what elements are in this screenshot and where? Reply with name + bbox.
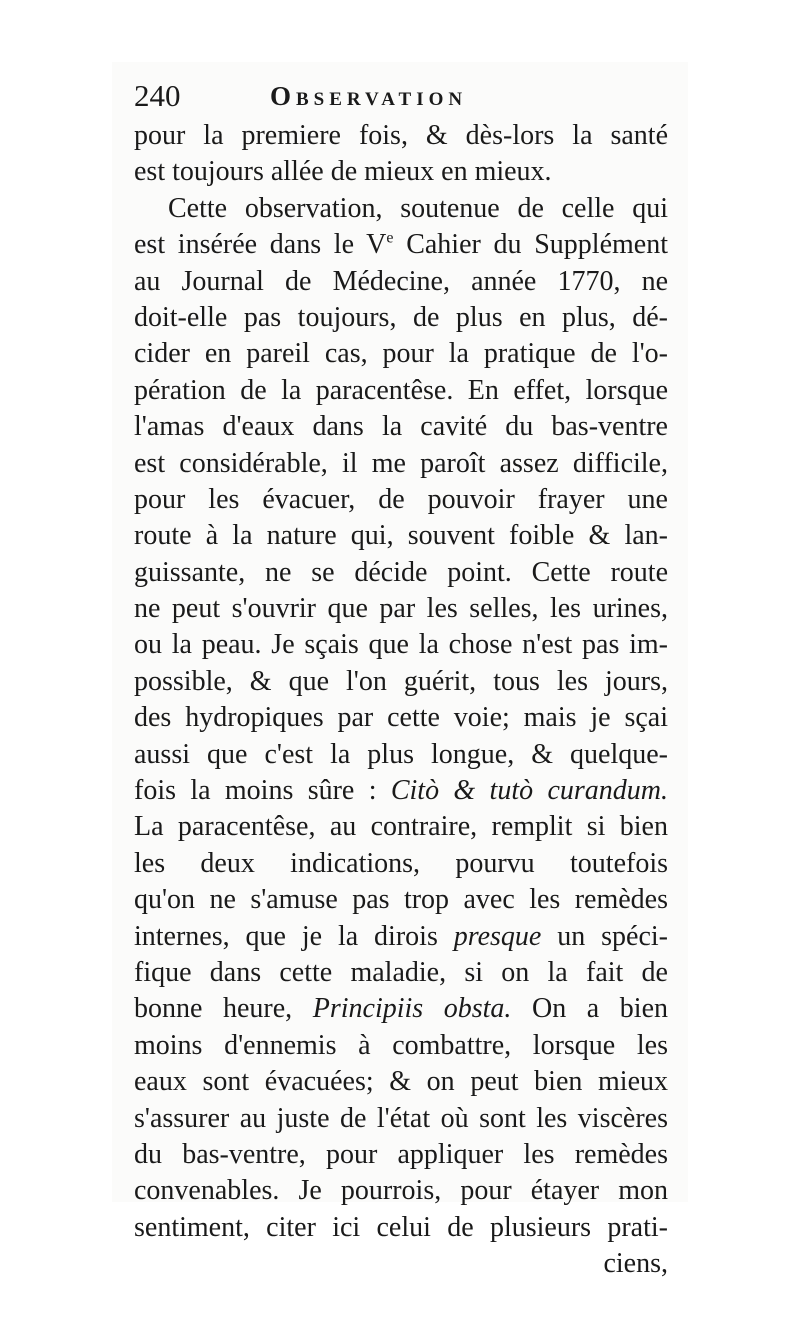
- running-head: Observation: [270, 81, 468, 111]
- text-line: bonne heure, Principiis obsta. On a bien: [134, 993, 668, 1025]
- text-line: les deux indications, pourvu toutefois: [134, 847, 668, 879]
- text-line: possible, & que l'on guérit, tous les jours,: [134, 665, 668, 697]
- text-line: pour les évacuer, de pouvoir frayer une: [134, 483, 668, 515]
- text-line: ne peut s'ouvrir que par les selles, les urines,: [134, 593, 668, 625]
- text-line: s'assurer au juste de l'état où sont les viscères: [134, 1102, 668, 1134]
- text-line: est considérable, il me paroît assez difficile,: [134, 447, 668, 479]
- page-number: 240: [134, 78, 181, 113]
- text-line: fois la moins sûre : Citò & tutò curandum.: [134, 775, 668, 807]
- text-line: au Journal de Médecine, année 1770, ne: [134, 265, 668, 297]
- text-line: aussi que c'est la plus longue, & quelque-: [134, 738, 668, 770]
- text-line: des hydropiques par cette voie; mais je sçai: [134, 702, 668, 734]
- text-line: guissante, ne se décide point. Cette route: [134, 556, 668, 588]
- text-line: route à la nature qui, souvent foible & lan-: [134, 520, 668, 552]
- page-header: [134, 76, 674, 120]
- text-line: l'amas d'eaux dans la cavité du bas-ventre: [134, 411, 668, 443]
- text-line: eaux sont évacuées; & on peut bien mieux: [134, 1066, 668, 1098]
- body-text: [134, 118, 668, 1283]
- text-line: La paracentêse, au contraire, remplit si bien: [134, 811, 668, 843]
- text-line: Cette observation, soutenue de celle qui: [168, 192, 668, 224]
- text-line: convenables. Je pourrois, pour étayer mon: [134, 1175, 668, 1207]
- text-line: pération de la paracentêse. En effet, lorsque: [134, 374, 668, 406]
- text-line: est insérée dans le Ve Cahier du Supplément: [134, 229, 668, 261]
- text-line: qu'on ne s'amuse pas trop avec les remèdes: [134, 884, 668, 916]
- text-line: du bas-ventre, pour appliquer les remèdes: [134, 1138, 668, 1170]
- text-line: doit-elle pas toujours, de plus en plus, dé-: [134, 301, 668, 333]
- text-line: ou la peau. Je sçais que la chose n'est pas im-: [134, 629, 668, 661]
- text-line: est toujours allée de mieux en mieux.: [134, 156, 552, 188]
- text-line: pour la premiere fois, & dès-lors la santé: [134, 120, 668, 151]
- text-line: sentiment, citer ici celui de plusieurs prati-: [134, 1211, 668, 1243]
- text-line: moins d'ennemis à combattre, lorsque les: [134, 1029, 668, 1061]
- text-line: ciens,: [603, 1248, 668, 1280]
- text-line: fique dans cette maladie, si on la fait de: [134, 956, 668, 988]
- text-line: internes, que je la dirois presque un spéci-: [134, 920, 668, 952]
- text-line: cider en pareil cas, pour la pratique de l'o-: [134, 338, 668, 370]
